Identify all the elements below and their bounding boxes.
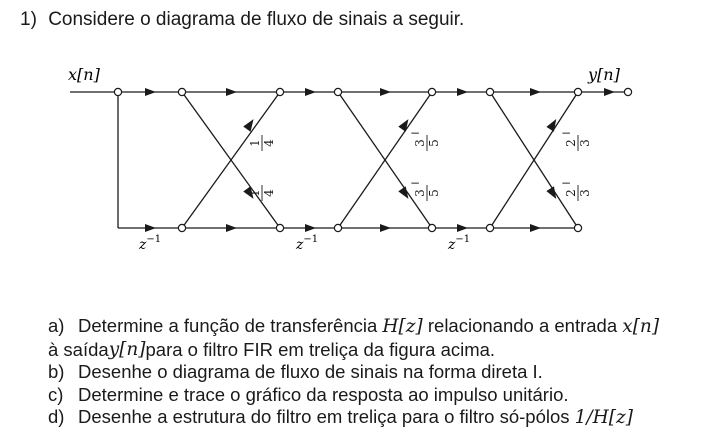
arrowheads — [145, 88, 615, 232]
arrow — [546, 186, 560, 201]
svg-text:4: 4 — [262, 139, 276, 147]
svg-text:4: 4 — [262, 189, 276, 197]
node — [574, 88, 581, 95]
svg-text:5: 5 — [427, 139, 441, 147]
arrow — [305, 224, 316, 232]
svg-text:3: 3 — [578, 189, 592, 197]
nodes — [114, 88, 631, 231]
input-label: x[n] — [68, 65, 100, 84]
svg-text:2: 2 — [564, 189, 578, 197]
part-a-line2: à saída y[n] para o filtro FIR em treliça da figura acima. — [48, 338, 496, 360]
node — [624, 88, 631, 95]
coef-stage2-bottom-sign: − — [410, 176, 421, 190]
delay-label-3: $z^{-1}$ — [448, 234, 471, 253]
branches — [70, 92, 628, 228]
arrow — [530, 88, 541, 96]
part-c — [48, 384, 659, 407]
arrow — [604, 88, 615, 96]
coef-stage3-top-sign: − — [561, 126, 572, 140]
coefficients — [248, 126, 592, 201]
arrow — [380, 88, 391, 96]
arrow — [530, 224, 541, 232]
question-parts — [48, 315, 659, 430]
delay-label-1: $z^{-1}$ — [139, 234, 162, 253]
node — [334, 224, 341, 231]
svg-text:2: 2 — [564, 139, 578, 147]
coef-stage1-bottom — [248, 185, 276, 201]
arrow — [380, 224, 391, 232]
part-c-text: Determine e trace o gráfico da resposta ao impulso unitário. — [78, 383, 569, 405]
node — [486, 88, 493, 95]
arrow — [145, 224, 156, 232]
arrow — [226, 88, 237, 96]
question-text: Considere o diagrama de fluxo de sinais a seguir. — [48, 9, 465, 30]
arrow — [226, 224, 237, 232]
coef-stage1-top — [248, 135, 276, 151]
question-number: 1) — [20, 9, 37, 30]
part-a-line1: Determine a função de transferência H[z] relacionando a entrada x[n] — [78, 315, 660, 337]
node — [114, 88, 121, 95]
arrow — [546, 117, 560, 132]
part-d — [48, 406, 659, 430]
node — [276, 88, 283, 95]
part-d-text: Desenhe a estrutura do filtro em treliça para o filtro só-pólos 1/H[z] — [78, 406, 633, 428]
part-d-label: d) — [48, 406, 65, 427]
node — [334, 88, 341, 95]
arrow — [145, 88, 156, 96]
output-label: y[n] — [588, 65, 620, 84]
arrow — [457, 224, 468, 232]
node — [486, 224, 493, 231]
part-a-label: a) — [48, 315, 65, 336]
part-b — [48, 361, 659, 384]
part-b-label: b) — [48, 361, 65, 382]
svg-text:1: 1 — [248, 139, 262, 147]
arrow — [305, 88, 316, 96]
node — [428, 88, 435, 95]
svg-text:5: 5 — [427, 189, 441, 197]
coef-stage2-top-sign: − — [410, 126, 421, 140]
part-b-text: Desenhe o diagrama de fluxo de sinais na forma direta I. — [78, 361, 543, 382]
node — [178, 224, 185, 231]
arrow — [457, 88, 468, 96]
coef-stage3-bottom-sign: − — [561, 176, 572, 190]
svg-text:3: 3 — [578, 139, 592, 147]
arrow — [243, 117, 257, 132]
part-c-label: c) — [48, 383, 64, 405]
part-a — [48, 315, 659, 339]
node — [276, 224, 283, 231]
svg-text:3: 3 — [413, 139, 427, 147]
node — [574, 224, 581, 231]
node — [178, 88, 185, 95]
delay-label-2: $z^{-1}$ — [296, 234, 319, 253]
delay-labels — [138, 234, 470, 253]
node — [428, 224, 435, 231]
svg-text:1: 1 — [248, 189, 262, 197]
svg-text:3: 3 — [413, 189, 427, 197]
